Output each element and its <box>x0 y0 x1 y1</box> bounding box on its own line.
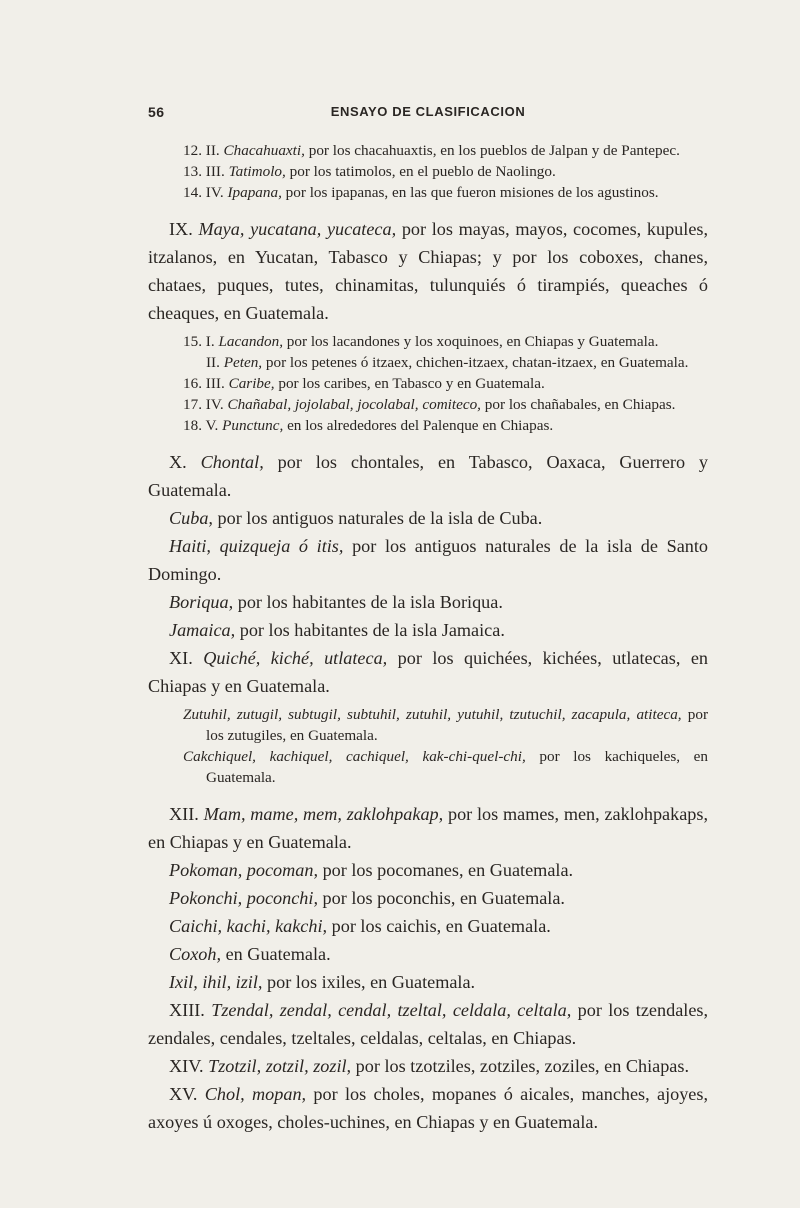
language-name: Chontal, <box>200 452 264 472</box>
language-name: Tzendal, zendal, cendal, tzeltal, celdala, celtala, <box>211 1000 572 1020</box>
language-name: Coxoh, <box>169 944 222 964</box>
language-name: Ixil, ihil, izil, <box>169 972 263 992</box>
entry-number: X. <box>169 452 187 472</box>
numbered-entry <box>148 331 708 352</box>
page-number: 56 <box>148 104 165 120</box>
page-header <box>148 104 708 124</box>
language-name: Jamaica, <box>169 620 236 640</box>
language-name: Mam, mame, mem, zaklohpakap, <box>203 804 444 824</box>
entry-number: 12. II. <box>183 142 220 159</box>
entry-number: XII. <box>169 804 199 824</box>
language-name: Cakchiquel, kachiquel, cachiquel, kak-chi-quel-chi, <box>183 748 526 765</box>
classification-paragraph <box>148 616 708 644</box>
classification-paragraph <box>148 448 708 504</box>
entry-description: por los caribes, en Tabasco y en Guatemala. <box>278 375 545 392</box>
entry-description: por los poconchis, en Guatemala. <box>322 888 565 908</box>
language-name: Pokoman, pocoman, <box>169 860 319 880</box>
language-name: Zutuhil, zutugil, subtugil, subtuhil, zutuhil, yutuhil, tzutuchil, zacapula, atiteca, <box>183 706 682 723</box>
entry-description: por los choles, mopanes ó aicales, manches, ajoyes, axoyes ú oxoges, choles-uchines, en Chiapas y en Guatemala. <box>148 1084 709 1132</box>
entry-number: XIII. <box>169 1000 205 1020</box>
language-name: Chañabal, jojolabal, jocolabal, comiteco, <box>227 396 481 413</box>
entry-description: por los pocomanes, en Guatemala. <box>322 860 574 880</box>
page-body <box>148 140 708 1136</box>
language-name: Caichi, kachi, kakchi, <box>169 916 328 936</box>
entry-number: 16. III. <box>183 375 225 392</box>
entry-number: XI. <box>169 648 193 668</box>
entry-description: por los habitantes de la isla Jamaica. <box>239 620 505 640</box>
entry-number: II. <box>206 354 220 371</box>
language-name: Haiti, quizqueja ó itis, <box>169 536 344 556</box>
language-name: Lacandon, <box>218 333 283 350</box>
entry-description: por los lacandones y los xoquinoes, en Chiapas y Guatemala. <box>286 333 659 350</box>
entry-description: en Guatemala. <box>225 944 331 964</box>
classification-paragraph <box>148 884 708 912</box>
classification-paragraph <box>148 800 708 856</box>
numbered-entry <box>148 415 708 436</box>
entry-description: por los caichis, en Guatemala. <box>331 916 551 936</box>
numbered-entry <box>148 373 708 394</box>
language-name: Punctunc, <box>222 417 284 434</box>
entry-description: por los ipapanas, en las que fueron misiones de los agustinos. <box>285 184 659 201</box>
language-name: Ipapana, <box>227 184 282 201</box>
numbered-entry <box>148 182 708 203</box>
entry-description: por los habitantes de la isla Boriqua. <box>237 592 503 612</box>
classification-paragraph <box>148 588 708 616</box>
numbered-entry <box>148 394 708 415</box>
entry-number: XIV. <box>169 1056 204 1076</box>
numbered-entry <box>148 161 708 182</box>
language-name: Maya, yucatana, yucateca, <box>198 219 397 239</box>
entry-description: por los antiguos naturales de la isla de Cuba. <box>217 508 543 528</box>
language-name: Cuba, <box>169 508 213 528</box>
classification-paragraph <box>148 1080 708 1136</box>
classification-paragraph <box>148 912 708 940</box>
classification-paragraph <box>148 504 708 532</box>
classification-paragraph <box>148 532 708 588</box>
entry-description: por los chañabales, en Chiapas. <box>484 396 676 413</box>
entry-number: 13. III. <box>183 163 225 180</box>
entry-description: por los chontales, en Tabasco, Oaxaca, Guerrero y Guatemala. <box>148 452 709 500</box>
language-name: Chacahuaxti, <box>223 142 305 159</box>
entry-number: 15. I. <box>183 333 215 350</box>
entry-description: por los petenes ó itzaex, chichen-itzaex, chatan-itzaex, en Guatemala. <box>265 354 689 371</box>
language-name: Caribe, <box>228 375 275 392</box>
language-name: Tatimolo, <box>228 163 286 180</box>
language-name: Peten, <box>223 354 263 371</box>
dialect-entry <box>148 746 708 788</box>
entry-description: por los antiguos naturales de la isla de Santo Domingo. <box>148 536 709 584</box>
entry-description: por los quichées, kichées, utlatecas, en Chiapas y en Guatemala. <box>148 648 708 696</box>
classification-paragraph <box>148 1052 708 1080</box>
classification-paragraph <box>148 968 708 996</box>
classification-paragraph <box>148 940 708 968</box>
entry-description: por los ixiles, en Guatemala. <box>267 972 476 992</box>
entry-description: por los mayas, mayos, cocomes, kupules, itzalanos, en Yucatan, Tabasco y Chiapas; y por los coboxes, chanes, chataes, puques, tutes, chinamitas, tulunquiés ó tirampiés, queaches ó cheaques, en Guatemala. <box>148 219 709 323</box>
classification-paragraph <box>148 215 708 327</box>
entry-description: por los kachiqueles, en Guatemala. <box>206 748 708 786</box>
running-head: ENSAYO DE CLASIFICACION <box>330 104 526 119</box>
language-name: Boriqua, <box>169 592 234 612</box>
numbered-entry <box>148 140 708 161</box>
language-name: Chol, mopan, <box>204 1084 307 1104</box>
numbered-entry <box>148 352 708 373</box>
entry-number: 17. IV. <box>183 396 224 413</box>
language-name: Quiché, kiché, utlateca, <box>203 648 388 668</box>
classification-paragraph <box>148 644 708 700</box>
entry-description: en los alrededores del Palenque en Chiapas. <box>287 417 554 434</box>
classification-paragraph <box>148 996 708 1052</box>
entry-description: por los tzendales, zendales, cendales, tzeltales, celdalas, celtalas, en Chiapas. <box>148 1000 709 1048</box>
entry-description: por los tzotziles, zotziles, zoziles, en Chiapas. <box>355 1056 689 1076</box>
entry-description: por los tatimolos, en el pueblo de Naolingo. <box>289 163 556 180</box>
language-name: Tzotzil, zotzil, zozil, <box>208 1056 352 1076</box>
language-name: Pokonchi, poconchi, <box>169 888 318 908</box>
entry-number: 18. V. <box>183 417 219 434</box>
entry-description: por los mames, men, zaklohpakaps, en Chiapas y en Guatemala. <box>148 804 708 852</box>
entry-description: por los chacahuaxtis, en los pueblos de Jalpan y de Pantepec. <box>308 142 680 159</box>
entry-number: IX. <box>169 219 193 239</box>
classification-paragraph <box>148 856 708 884</box>
entry-description: por los zutugiles, en Guatemala. <box>206 706 709 744</box>
dialect-entry <box>148 704 708 746</box>
entry-number: 14. IV. <box>183 184 224 201</box>
entry-number: XV. <box>169 1084 198 1104</box>
